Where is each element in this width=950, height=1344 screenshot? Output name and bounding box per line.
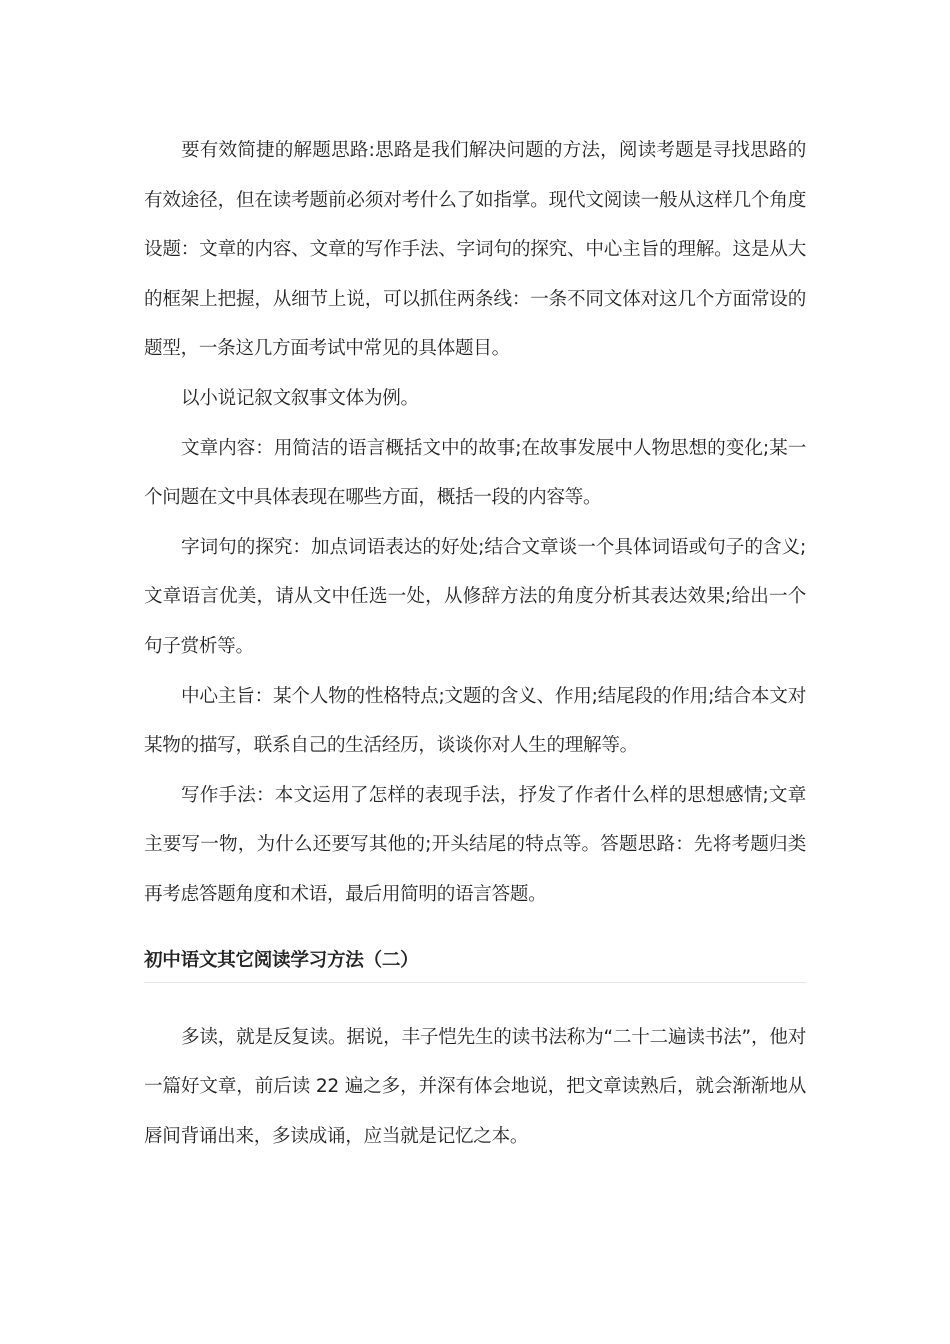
paragraph-read-more: 多读，就是反复读。据说，丰子恺先生的读书法称为“二十二遍读书法”，他对一篇好文章，前后读 22 遍之多，并深有体会地说，把文章读熟后，就会渐渐地从唇间背诵出来，多读成诵，应当就是记忆之本。 — [144, 1026, 806, 1147]
paragraph-problem-solving-approach: 要有效简捷的解题思路:思路是我们解决问题的方法，阅读考题是寻找思路的有效途径，但在读考题前必须对考什么了如指掌。现代文阅读一般从这样几个角度设题：文章的内容、文章的写作手法、字词句的探究、中心主旨的理解。这是从大的框架上把握，从细节上说，可以抓住两条线：一条不同文体对这几个方面常设的 题型，一条这几方面考试中常见的具体题目。 — [144, 140, 806, 360]
paragraph-word-sentence-exploration: 字词句的探究：加点词语表达的好处;结合文章谈一个具体词语或句子的含义;文章语言优美，请从文中任选一处，从修辞方法的角度分析其表达效果;给出一个句子赏析等。 — [144, 536, 806, 657]
paragraph-central-theme: 中心主旨：某个人物的性格特点;文题的含义、作用;结尾段的作用;结合本文对某物的描写，联系自己的生活经历，谈谈你对人生的理解等。 — [144, 685, 806, 757]
document-body — [144, 126, 806, 1161]
paragraph-writing-techniques: 写作手法：本文运用了怎样的表现手法，抒发了作者什么样的思想感情;文章主要写一物，为什么还要写其他的;开头结尾的特点等。答题思路：先将考题归类再考虑答题角度和术语，最后用简明的语言答题。 — [144, 784, 806, 905]
section-heading: 初中语文其它阅读学习方法（二） — [144, 942, 806, 983]
paragraph-novel-example: 以小说记叙文叙事文体为例。 — [181, 387, 419, 409]
paragraph-article-content: 文章内容：用简洁的语言概括文中的故事;在故事发展中人物思想的变化;某一个问题在文中具体表现在哪些方面，概括一段的内容等。 — [144, 437, 806, 509]
